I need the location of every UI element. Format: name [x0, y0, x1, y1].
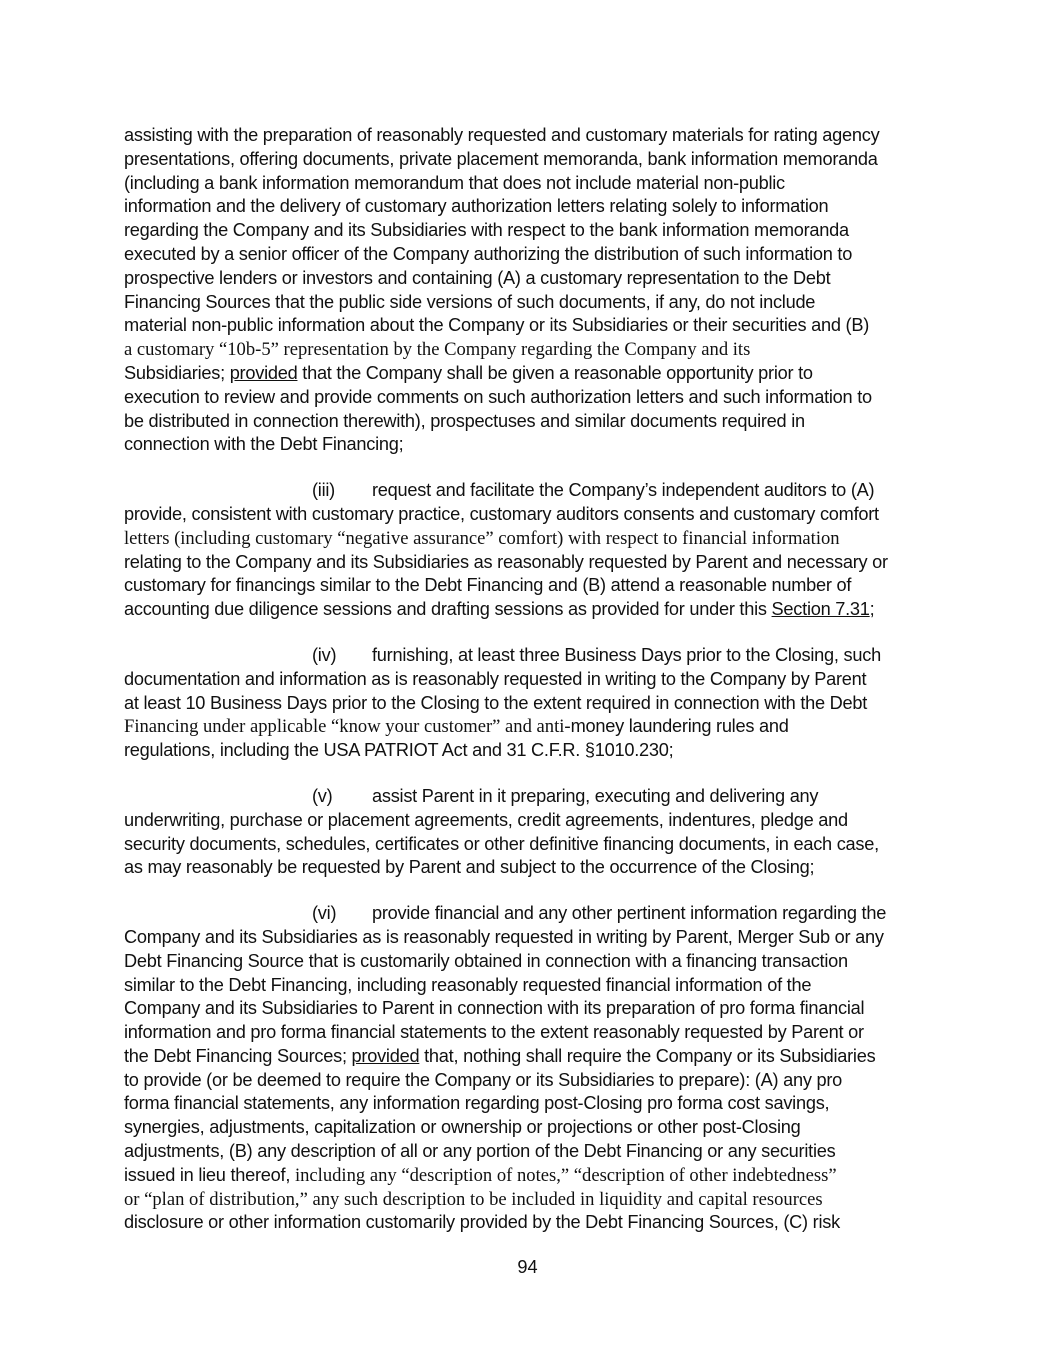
text-line: assist Parent in it preparing, executing and delivering any	[372, 785, 819, 806]
text-line: information and the delivery of customary authorization letters relating solely to information	[124, 196, 829, 217]
text-line: documentation and information as is reasonably requested in writing to the Company by Parent	[124, 668, 867, 689]
clause-number: (v)	[312, 785, 333, 806]
text-line: regarding the Company and its Subsidiaries with respect to the bank information memoranda	[124, 220, 849, 241]
text-line: a customary “10b-5” representation by the Company regarding the Company and its	[124, 339, 751, 361]
text-line: issued in lieu thereof,	[124, 1164, 295, 1185]
text-line: including any “description of notes,” “description of other indebtedness”	[294, 1164, 837, 1186]
text-line: request and facilitate the Company’s independent auditors to (A)	[372, 480, 875, 501]
text-line: assisting with the preparation of reasonably requested and customary materials for rating agency	[124, 125, 880, 145]
text-line: (including a bank information memorandum that does not include material non-public	[124, 172, 785, 193]
text-line: Financing Sources that the public side versions of such documents, if any, do not include	[124, 291, 816, 312]
text-line: forma financial statements, any information regarding post-Closing pro forma cost savings,	[124, 1093, 830, 1114]
text-line: connection with the Debt Financing;	[124, 434, 404, 455]
text-line: adjustments, (B) any description of all or any portion of the Debt Financing or any securities	[124, 1141, 836, 1162]
paragraph-ii-continued	[124, 124, 934, 457]
text-line: furnishing, at least three Business Days prior to the Closing, such	[372, 644, 881, 665]
text-line: prospective lenders or investors and containing (A) a customary representation to the Debt	[124, 267, 831, 288]
text-line: or “plan of distribution,” any such description to be included in liquidity and capital resources	[124, 1188, 823, 1210]
text-line: money laundering rules and	[570, 716, 789, 737]
text-line: execution to review and provide comments on such authorization letters and such information to	[124, 386, 872, 407]
text-line: provide financial and any other pertinent information regarding the	[372, 903, 887, 924]
text-line: Subsidiaries;	[124, 362, 230, 383]
text-line: customary for financings similar to the Debt Financing and (B) attend a reasonable number of	[124, 575, 852, 596]
paragraph-v	[124, 785, 934, 880]
text-line: presentations, offering documents, private placement memoranda, bank information memoranda	[124, 148, 878, 169]
paragraph-vi	[124, 902, 934, 1235]
text-line: Debt Financing Source that is customarily obtained in connection with a financing transaction	[124, 950, 848, 971]
underlined-term-provided: provided	[229, 362, 298, 383]
clause-number: (iii)	[312, 480, 335, 501]
text-line: executed by a senior officer of the Company authorizing the distribution of such information to	[124, 243, 853, 264]
text-line: that, nothing shall require the Company or its Subsidiaries	[419, 1045, 876, 1066]
page-number: 94	[517, 1257, 538, 1277]
paragraph-iv	[124, 644, 934, 763]
document-body	[124, 124, 934, 1257]
text-line: Company and its Subsidiaries to Parent in connection with its preparation of pro forma financial	[124, 998, 865, 1019]
text-line: as may reasonably be requested by Parent and subject to the occurrence of the Closing;	[124, 857, 815, 878]
underlined-term-provided: provided	[351, 1045, 420, 1066]
text-line: that the Company shall be given a reasonable opportunity prior to	[297, 362, 813, 383]
text-line: provide, consistent with customary practice, customary auditors consents and customary comfort	[124, 503, 879, 524]
text-line: similar to the Debt Financing, including reasonably requested financial information of the	[124, 974, 812, 995]
clause-number: (vi)	[312, 903, 337, 924]
text-line: synergies, adjustments, capitalization or ownership or projections or other post-Closing	[124, 1117, 801, 1138]
text-line: security documents, schedules, certificates or other definitive financing documents, in each case,	[124, 833, 879, 854]
text-line: at least 10 Business Days prior to the Closing to the extent required in connection with the Debt	[124, 692, 868, 713]
text-line: disclosure or other information customarily provided by the Debt Financing Sources, (C) risk	[124, 1212, 840, 1233]
clause-number: (iv)	[312, 644, 337, 665]
text-line: information and pro forma financial statements to the extent reasonably requested by Parent or	[124, 1022, 864, 1043]
text-line: regulations, including the USA PATRIOT Act and 31 C.F.R. §1010.230;	[124, 740, 674, 761]
text-line: ;	[869, 599, 875, 620]
text-line: to provide (or be deemed to require the Company or its Subsidiaries to prepare): (A) any pro	[124, 1069, 843, 1090]
text-line: letters (including customary “negative assurance” comfort) with respect to financial information	[124, 527, 840, 549]
text-line: relating to the Company and its Subsidiaries as reasonably requested by Parent and necessary or	[124, 551, 888, 572]
text-line: accounting due diligence sessions and drafting sessions as provided for under this	[124, 599, 772, 620]
paragraph-iii	[124, 479, 934, 622]
text-line: Financing under applicable “know your customer” and anti-	[124, 716, 571, 738]
text-line: underwriting, purchase or placement agreements, credit agreements, indentures, pledge and	[124, 809, 848, 830]
section-reference: Section 7.31	[771, 599, 870, 620]
text-line: the Debt Financing Sources;	[124, 1045, 352, 1066]
text-line: Company and its Subsidiaries as is reasonably requested in writing by Parent, Merger Sub or any	[124, 926, 884, 947]
text-line: material non-public information about the Company or its Subsidiaries or their securities and (B)	[124, 315, 870, 336]
text-line: be distributed in connection therewith), prospectuses and similar documents required in	[124, 410, 805, 431]
